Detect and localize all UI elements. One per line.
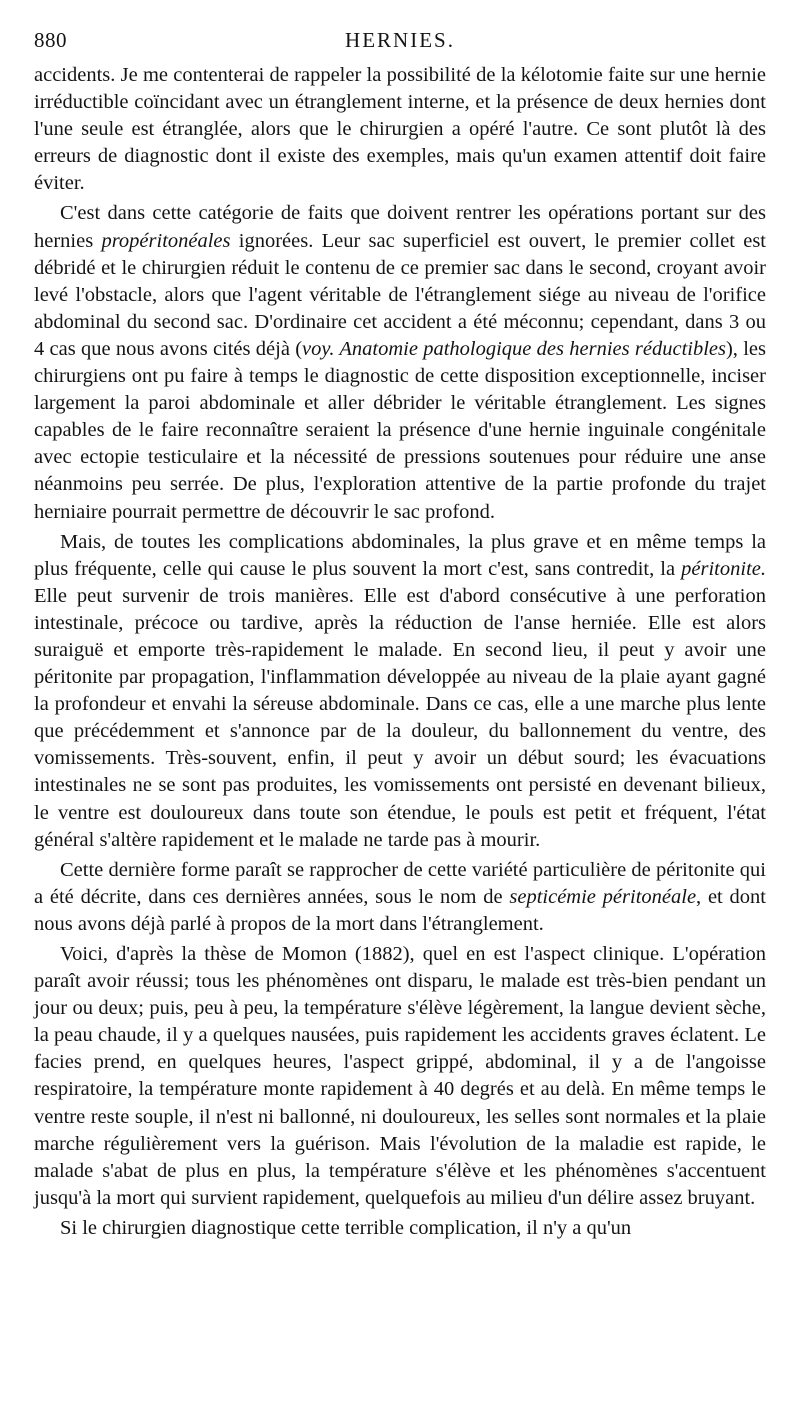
italic-text: septicémie péritonéale <box>509 885 697 908</box>
italic-text: péritonite. <box>681 557 766 580</box>
paragraph-text: accidents. Je me contenterai de rappeler la possibilité de la kélotomie faite sur une hernie irréductible coïncidant avec un étranglement interne, et la présence de deux hernies dont l'une seule est étranglée, alors que le chirurgien a opéré l'autre. Ce sont plutôt là des erreurs de diagnostic dont il existe des exemples, mais qu'un examen attentif doit faire éviter. <box>34 64 766 195</box>
paragraph-text: ), les chirurgiens ont pu faire à temps le diagnostic de cette disposition exceptionnelle, inciser largement la paroi abdominale et aller débrider le véritable étranglement. Les signes capables de le faire reconnaître seraient la présence d'une hernie inguinale congénitale avec ectopie testiculaire et la nécessité de pressions soutenues pour réduire une anse néanmoins peu serrée. De plus, l'exploration attentive de la partie profonde du trajet herniaire pourrait permettre de découvrir le sac profond. <box>34 337 766 523</box>
paragraph-text: ignorées. Leur sac superficiel est ouvert, le premier collet est débridé et le chirurgien réduit le contenu de ce premier sac dans le second, croyant avoir levé l'obstacle, alors que l'agent véritable de l'étranglement siége au niveau de l'orifice abdominal du second sac. D'ordinaire cet accident a été méconnu; cependant, dans 3 ou 4 cas que nous avons cités déjà ( <box>34 229 767 360</box>
paragraph-text: Si le chirurgien diagnostique cette terrible complication, il n'y a qu'un <box>60 1216 632 1239</box>
page-number: 880 <box>34 28 67 52</box>
book-page <box>34 28 766 1245</box>
paragraph <box>34 529 766 854</box>
italic-text: voy. Anatomie pathologique des hernies réductibles <box>302 337 726 360</box>
paragraph-text: Cette dernière forme paraît se rapprocher de cette variété particulière de péritonite qui a été décrite, dans ces dernières années, sous le nom de <box>34 858 766 908</box>
paragraph-text: Elle peut survenir de trois manières. Elle est d'abord consécutive à une perforation intestinale, précoce ou tardive, après la réduction de l'anse herniée. Elle est alors suraiguë et emporte très-rapidement le malade. En second lieu, il peut y avoir une péritonite par propagation, l'inflammation développée au niveau de la plaie ayant gagné la profondeur et envahi la séreuse abdominale. Dans ce cas, elle a une marche plus lente que précédemment et s'annonce par de la douleur, du ballonnement du ventre, des vomissements. Très-souvent, enfin, il peut y avoir un début sourd; les évacuations intestinales ne se sont pas produites, les vomissements ont persisté en devenant bilieux, le ventre est douloureux dans toute son étendue, le pouls est petit et fréquent, l'état général s'altère rapidement et le malade ne tarde pas à mourir. <box>34 584 766 851</box>
paragraph <box>34 62 766 197</box>
page-header <box>34 28 766 62</box>
paragraph-text: , et dont nous avons déjà parlé à propos de la mort dans l'étranglement. <box>34 885 766 935</box>
running-title: HERNIES. <box>345 28 455 52</box>
paragraph <box>34 941 766 1212</box>
body-text <box>34 62 766 1242</box>
paragraph-text: C'est dans cette catégorie de faits que doivent rentrer les opérations portant sur des hernies <box>34 202 766 252</box>
italic-text: propéritonéales <box>101 229 231 252</box>
paragraph-text: Mais, de toutes les complications abdominales, la plus grave et en même temps la plus fréquente, celle qui cause le plus souvent la mort c'est, sans contredit, la <box>34 530 766 580</box>
paragraph <box>34 1215 766 1242</box>
paragraph <box>34 200 766 525</box>
paragraph <box>34 857 766 938</box>
paragraph-text: Voici, d'après la thèse de Momon (1882), quel en est l'aspect clinique. L'opération paraît avoir réussi; tous les phénomènes ont disparu, le malade est très-bien pendant un jour ou deux; puis, peu à peu, la température s'élève légèrement, la langue devient sèche, la peau chaude, il y a quelques nausées, puis rapidement les accidents graves éclatent. Le facies prend, en quelques heures, l'aspect grippé, abdominal, il y a de l'angoisse respiratoire, la température monte rapidement à 40 degrés et au delà. En même temps le ventre reste souple, il n'est ni ballonné, ni douloureux, les selles sont normales et la plaie marche régulièrement vers la guérison. Mais l'évolution de la maladie est rapide, le malade s'abat de plus en plus, la température s'élève et les phénomènes s'accentuent jusqu'à la mort qui survient rapidement, quelquefois au milieu d'un délire assez bruyant. <box>34 943 766 1209</box>
